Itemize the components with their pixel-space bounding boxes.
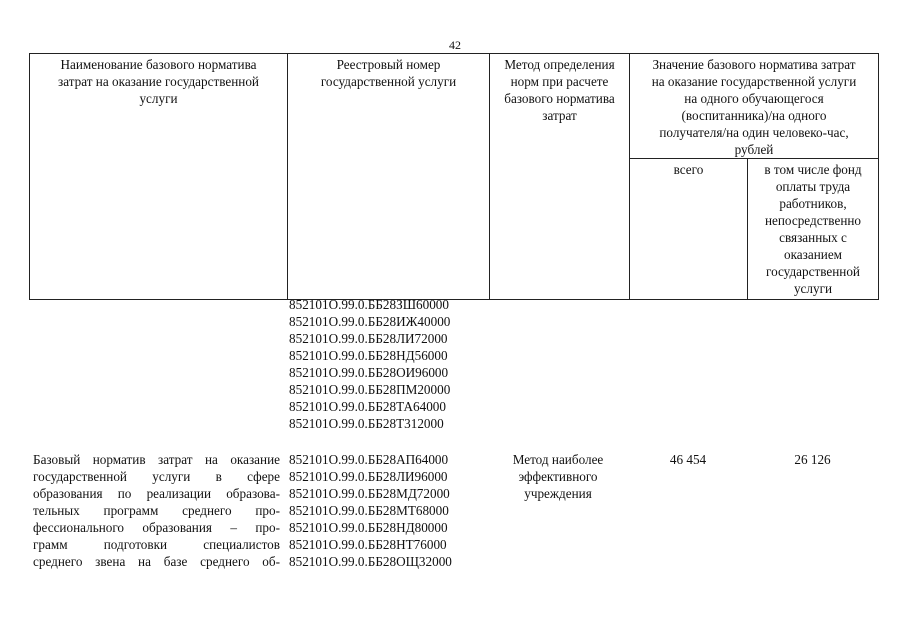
registry-code: 852101О.99.0.ББ28ОЩ32000 xyxy=(289,554,452,569)
header-method: Метод определения норм при расчете базового норматива затрат xyxy=(490,54,630,300)
registry-code: 852101О.99.0.ББ28МД72000 xyxy=(289,486,450,501)
registry-code: 852101О.99.0.ББ28ОИ96000 xyxy=(289,365,449,380)
row-codes-list xyxy=(289,451,489,570)
header-registry: Реестровый номер государственной услуги xyxy=(288,54,490,300)
continued-codes-list xyxy=(289,296,489,432)
service-name-line: среднего звена на базе среднего об- xyxy=(33,554,280,569)
registry-code: 852101О.99.0.ББ28ИЖ40000 xyxy=(289,314,451,329)
method-line: эффективного xyxy=(518,469,598,484)
method-cell xyxy=(494,451,622,502)
registry-code: 852101О.99.0.ББ28НТ76000 xyxy=(289,537,447,552)
registry-code: 852101О.99.0.ББ28ЛИ72000 xyxy=(289,331,448,346)
registry-code: 852101О.99.0.ББ28НД80000 xyxy=(289,520,448,535)
service-name-line: государственной услуги в сфере xyxy=(33,469,280,484)
header-value: Значение базового норматива затрат на оказание государственной услуги на одного обучающегося (воспитанника)/на одного получателя/на один человеко-час, рублей xyxy=(630,54,879,159)
registry-code: 852101О.99.0.ББ28НД56000 xyxy=(289,348,448,363)
method-line: Метод наиболее xyxy=(512,452,604,467)
service-name-line: образования по реализации образова- xyxy=(33,486,280,501)
service-name-line: грамм подготовки специалистов xyxy=(33,537,280,552)
header-row-top xyxy=(30,54,879,159)
service-name-line: Базовый норматив затрат на оказание xyxy=(33,452,280,467)
header-table xyxy=(29,53,879,300)
service-name xyxy=(33,451,280,570)
registry-code: 852101О.99.0.ББ28МТ68000 xyxy=(289,503,449,518)
total-value: 46 454 xyxy=(669,452,707,467)
registry-code: 852101О.99.0.ББ28АП64000 xyxy=(289,452,449,467)
registry-code: 852101О.99.0.ББ28ТА64000 xyxy=(289,399,446,414)
method-line: учреждения xyxy=(524,486,592,501)
registry-code: 852101О.99.0.ББ28ЗШ60000 xyxy=(289,297,449,312)
service-name-line: фессионального образования – про- xyxy=(33,520,280,535)
registry-code: 852101О.99.0.ББ28ЛИ96000 xyxy=(289,469,448,484)
page-number: 42 xyxy=(449,38,461,52)
registry-code: 852101О.99.0.ББ28Т312000 xyxy=(289,416,444,431)
header-fund: в том числе фонд оплаты труда работников, непосредственно связанных с оказанием государственной услуги xyxy=(748,159,879,300)
registry-code: 852101О.99.0.ББ28ПМ20000 xyxy=(289,382,451,397)
fund-value: 26 126 xyxy=(794,452,831,467)
header-total: всего xyxy=(630,159,748,300)
header-name: Наименование базового норматива затрат на оказание государственной услуги xyxy=(30,54,288,300)
service-name-line: тельных программ среднего про- xyxy=(33,503,280,518)
